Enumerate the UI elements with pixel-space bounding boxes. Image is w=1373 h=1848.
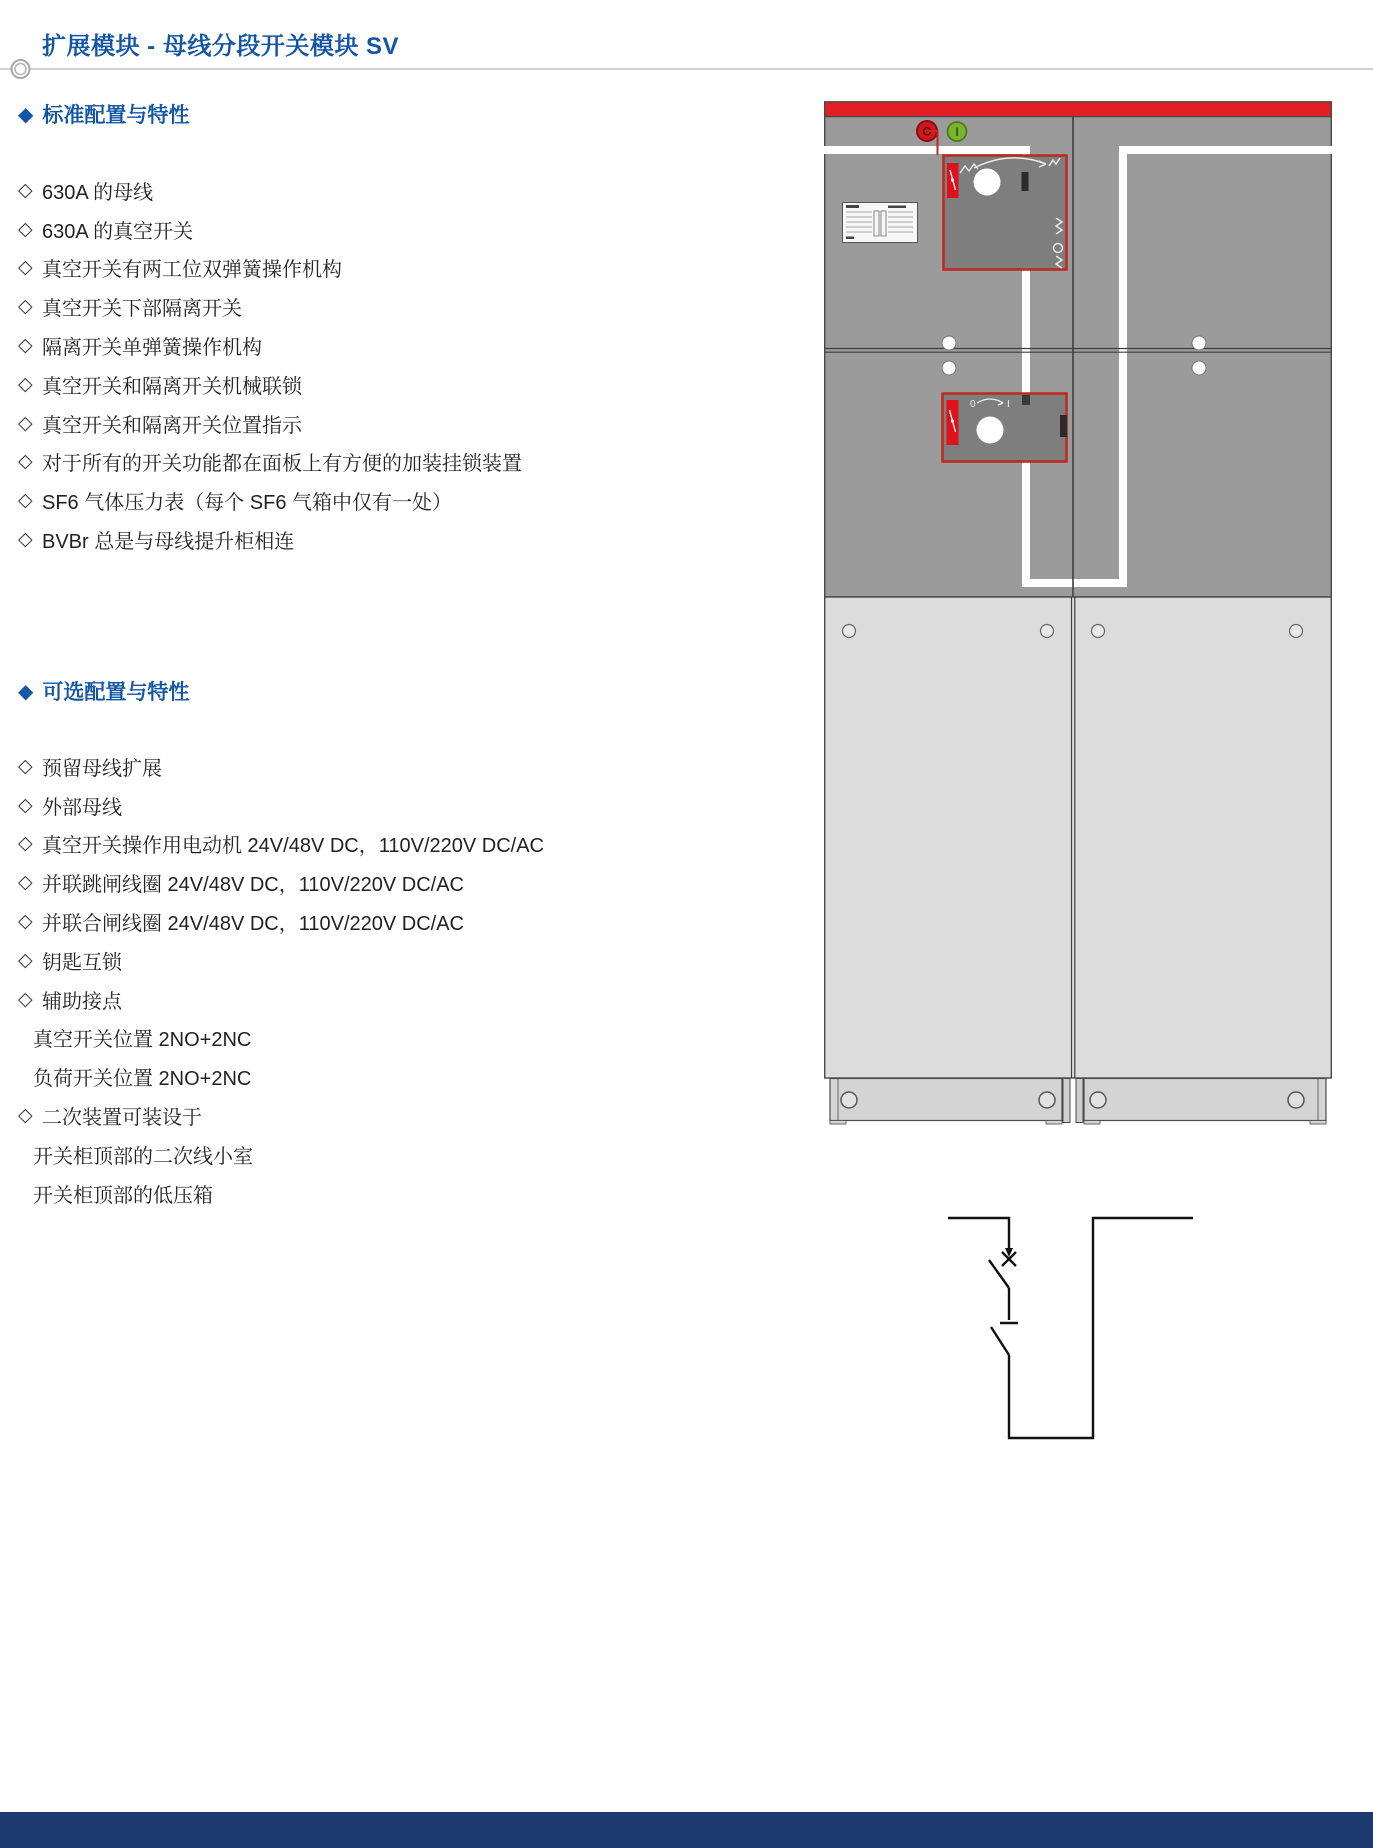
off-button-label: O bbox=[922, 124, 932, 139]
list-item-text: 开关柜顶部的低压箱 bbox=[33, 1184, 213, 1207]
lower-mechanism bbox=[943, 394, 1068, 462]
operating-shaft bbox=[977, 417, 1004, 444]
list-item bbox=[0, 747, 660, 786]
list-item bbox=[0, 365, 660, 404]
list-item bbox=[0, 443, 660, 482]
diamond-bullet-icon: ◇ bbox=[18, 335, 33, 357]
list-item-text: 并联跳闸线圈 24V/48V DC，110V/220V DC/AC bbox=[42, 874, 465, 897]
list-item bbox=[0, 1135, 660, 1174]
list-item-text: 630A 的母线 bbox=[42, 181, 154, 204]
header-rule bbox=[0, 58, 1373, 82]
diamond-heading-icon: ◆ bbox=[18, 103, 34, 126]
diamond-bullet-icon: ◇ bbox=[18, 296, 33, 318]
list-item bbox=[0, 249, 660, 288]
list-item-text: 开关柜顶部的二次线小室 bbox=[33, 1145, 253, 1168]
list-item bbox=[0, 404, 660, 443]
page-title: 扩展模块 - 母线分段开关模块 SV bbox=[42, 33, 400, 60]
list-item-text: 并联合闸线圈 24V/48V DC，110V/220V DC/AC bbox=[42, 913, 465, 936]
single-line-diagram bbox=[940, 1205, 1210, 1450]
list-item-text: 辅助接点 bbox=[42, 990, 122, 1013]
list-item-text: 真空开关和隔离开关机械联锁 bbox=[42, 375, 302, 398]
section-heading-text: 标准配置与特性 bbox=[42, 104, 190, 127]
section-heading-optional bbox=[18, 676, 189, 706]
diamond-heading-icon: ◆ bbox=[18, 680, 34, 703]
list-item-text: 真空开关和隔离开关位置指示 bbox=[42, 414, 302, 437]
list-item-text: 预留母线扩展 bbox=[42, 757, 162, 780]
section-heading-standard bbox=[18, 99, 189, 129]
list-item-text: 二次装置可装设于 bbox=[42, 1107, 202, 1130]
list-item-text: 真空开关有两工位双弹簧操作机构 bbox=[42, 259, 342, 282]
list-item bbox=[0, 1096, 660, 1135]
hinge-block bbox=[1060, 415, 1067, 437]
list-item-text: SF6 气体压力表（每个 SF6 气箱中仅有一处） bbox=[42, 492, 453, 515]
section-heading-text: 可选配置与特性 bbox=[42, 681, 190, 704]
diamond-bullet-icon: ◇ bbox=[18, 451, 33, 473]
cabinet-upper-housing bbox=[825, 116, 1332, 597]
diamond-bullet-icon: ◇ bbox=[18, 412, 33, 434]
list-item bbox=[0, 1174, 660, 1213]
list-item-text: 真空开关操作用电动机 24V/48V DC，110V/220V DC/AC bbox=[42, 835, 545, 858]
cabinet-figure bbox=[824, 100, 1332, 1125]
diamond-bullet-icon: ◇ bbox=[18, 373, 33, 395]
nameplate bbox=[843, 203, 918, 243]
list-item bbox=[0, 1019, 660, 1058]
list-item-text: 外部母线 bbox=[42, 796, 122, 819]
diamond-bullet-icon: ◇ bbox=[18, 218, 33, 240]
knob-closed-label: I bbox=[1007, 399, 1010, 410]
diamond-bullet-icon: ◇ bbox=[18, 833, 33, 855]
list-item-text: 隔离开关单弹簧操作机构 bbox=[42, 337, 262, 360]
diamond-bullet-icon: ◇ bbox=[18, 529, 33, 551]
diamond-bullet-icon: ◇ bbox=[18, 179, 33, 201]
diamond-bullet-icon: ◇ bbox=[18, 755, 33, 777]
list-item bbox=[0, 520, 660, 559]
operating-shaft bbox=[974, 169, 1001, 196]
busbar-terminal bbox=[1022, 395, 1030, 405]
diamond-bullet-icon: ◇ bbox=[18, 988, 33, 1010]
ring-ornament-inner bbox=[15, 64, 26, 75]
standard-feature-list bbox=[0, 171, 660, 559]
on-button bbox=[948, 122, 967, 141]
hinge-block bbox=[1022, 172, 1029, 191]
optional-feature-list bbox=[0, 747, 660, 1213]
vacuum-switch-blade bbox=[989, 1260, 1009, 1288]
list-item bbox=[0, 481, 660, 520]
list-item bbox=[0, 210, 660, 249]
list-item bbox=[0, 786, 660, 825]
disconnector-blade bbox=[991, 1327, 1009, 1355]
diamond-bullet-icon: ◇ bbox=[18, 872, 33, 894]
list-item bbox=[0, 941, 660, 980]
cabinet-red-top-bar bbox=[825, 102, 1332, 117]
list-item bbox=[0, 326, 660, 365]
list-item bbox=[0, 171, 660, 210]
list-item bbox=[0, 980, 660, 1019]
cabinet-door-section bbox=[825, 597, 1332, 1078]
list-item bbox=[0, 825, 660, 864]
on-button-label: I bbox=[955, 125, 959, 139]
busbar-left-line bbox=[948, 1218, 1009, 1248]
list-item bbox=[0, 1057, 660, 1096]
diamond-bullet-icon: ◇ bbox=[18, 949, 33, 971]
diamond-bullet-icon: ◇ bbox=[18, 1105, 33, 1127]
diamond-bullet-icon: ◇ bbox=[18, 794, 33, 816]
footer-bar bbox=[0, 1812, 1373, 1848]
diamond-bullet-icon: ◇ bbox=[18, 257, 33, 279]
list-item-text: 负荷开关位置 2NO+2NC bbox=[33, 1068, 252, 1091]
list-item bbox=[0, 863, 660, 902]
diamond-bullet-icon: ◇ bbox=[18, 911, 33, 933]
list-item-text: 对于所有的开关功能都在面板上有方便的加装挂锁装置 bbox=[42, 453, 522, 476]
list-item-text: 630A 的真空开关 bbox=[42, 220, 194, 243]
diamond-bullet-icon: ◇ bbox=[18, 490, 33, 512]
list-item bbox=[0, 287, 660, 326]
list-item-text: BVBr 总是与母线提升柜相连 bbox=[42, 531, 295, 554]
list-item-text: 真空开关下部隔离开关 bbox=[42, 298, 242, 321]
knob-open-label: 0 bbox=[970, 399, 976, 410]
list-item bbox=[0, 902, 660, 941]
list-item-text: 钥匙互锁 bbox=[42, 951, 122, 974]
list-item-text: 真空开关位置 2NO+2NC bbox=[33, 1029, 252, 1052]
upper-mechanism bbox=[944, 156, 1067, 270]
cabinet-base bbox=[830, 1079, 1326, 1125]
busbar-right-line bbox=[1009, 1218, 1193, 1438]
